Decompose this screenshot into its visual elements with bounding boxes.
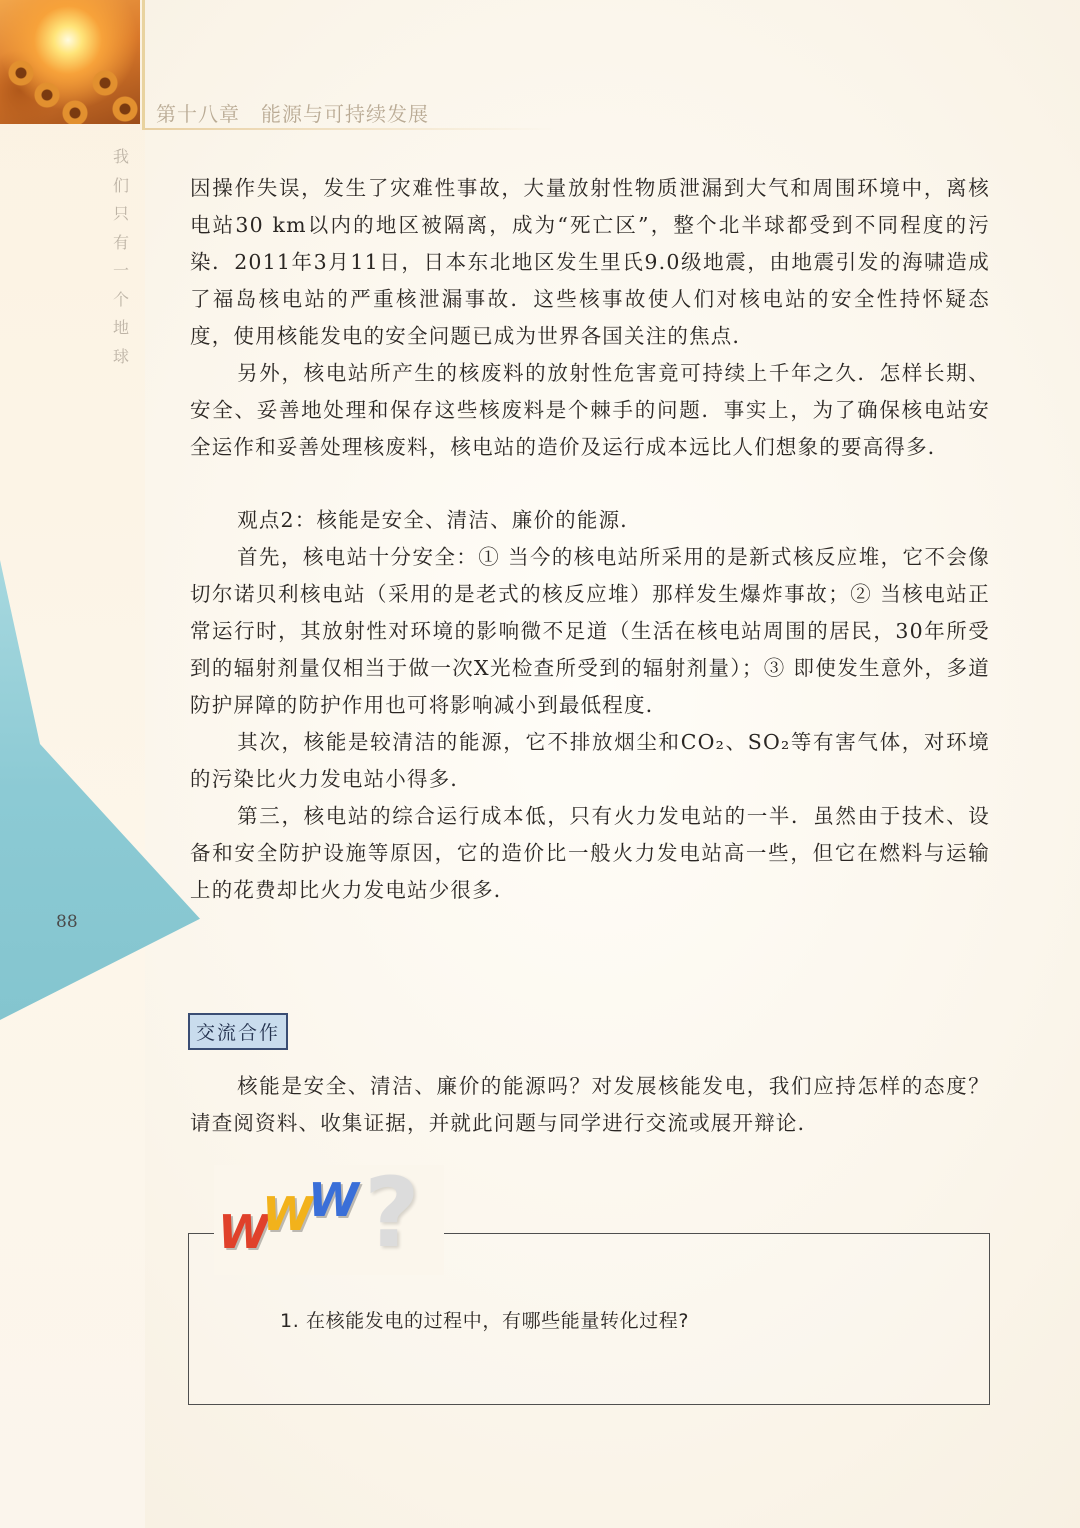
flower-decoration [8, 60, 34, 86]
www-question-1: 1. 在核能发电的过程中，有哪些能量转化过程? [280, 1310, 690, 1332]
side-title-char: 一 [112, 261, 129, 280]
side-title-char: 们 [112, 175, 129, 195]
side-title-char: 地 [112, 318, 129, 337]
side-section-title [111, 143, 131, 371]
page-number: 88 [56, 912, 78, 932]
flower-decoration [62, 100, 88, 124]
body-text [190, 170, 990, 909]
paragraph-gap [190, 466, 990, 502]
exchange-question: 核能是安全、清洁、廉价的能源吗？对发展核能发电，我们应持怎样的态度？请查阅资料、收集证据，并就此问题与同学进行交流或展开辩论． [190, 1074, 990, 1135]
side-title-char: 球 [112, 346, 129, 366]
corner-sunset-photo [0, 0, 140, 124]
exchange-cooperation-label: 交流合作 [188, 1013, 288, 1050]
www-logo-letter: W [308, 1173, 359, 1227]
side-title-char: 只 [112, 204, 129, 223]
www-logo [214, 1157, 444, 1275]
www-logo-letter: W [262, 1187, 313, 1241]
paragraph: 其次，核能是较清洁的能源，它不排放烟尘和CO₂、SO₂等有害气体，对环境的污染比火力发电站小得多． [190, 730, 990, 791]
paragraph: 首先，核电站十分安全：① 当今的核电站所采用的是新式核反应堆，它不会像切尔诺贝利核电站（采用的是老式的核反应堆）那样发生爆炸事故；② 当核电站正常运行时，其放射性对环境的影响微不足道（生活在核电站周围的居民，30年所受到的辐射剂量仅相当于做一次X光检查所受到的辐射剂量）；③ 即使发生意外，多道防护屏障的防护作用也可将影响减小到最低程度． [190, 545, 990, 717]
flower-decoration [92, 70, 118, 96]
side-title-char: 我 [112, 147, 129, 166]
header-divider-vertical [142, 0, 145, 130]
question-mark-icon: ? [364, 1157, 420, 1269]
www-logo-letter: W [218, 1205, 269, 1259]
viewpoint-heading: 观点2：核能是安全、清洁、廉价的能源． [237, 508, 642, 532]
flower-decoration [112, 96, 138, 122]
side-title-char: 有 [112, 232, 129, 252]
paragraph: 因操作失误，发生了灾难性事故，大量放射性物质泄漏到大气和周围环境中，离核电站30 km以内的地区被隔离，成为“死亡区”，整个北半球都受到不同程度的污染．2011年3月11日，日本东北地区发生里氏9.0级地震，由地震引发的海啸造成了福岛核电站的严重核泄漏事故．这些核事故使人们对核电站的安全性持怀疑态度，使用核能发电的安全问题已成为世界各国关注的焦点． [190, 176, 990, 348]
paragraph: 另外，核电站所产生的核废料的放射性危害竟可持续上千年之久．怎样长期、安全、妥善地处理和保存这些核废料是个棘手的问题．事实上，为了确保核电站安全运作和妥善处理核废料，核电站的造价及运行成本远比人们想象的要高得多． [190, 361, 990, 459]
header-divider [145, 128, 555, 130]
paragraph: 第三，核电站的综合运行成本低，只有火力发电站的一半．虽然由于技术、设备和安全防护设施等原因，它的造价比一般火力发电站高一些，但它在燃料与运输上的花费却比火力发电站少很多． [190, 804, 990, 902]
side-title-char: 个 [112, 289, 129, 309]
flower-decoration [34, 82, 60, 108]
chapter-title: 第十八章 能源与可持续发展 [156, 102, 429, 126]
